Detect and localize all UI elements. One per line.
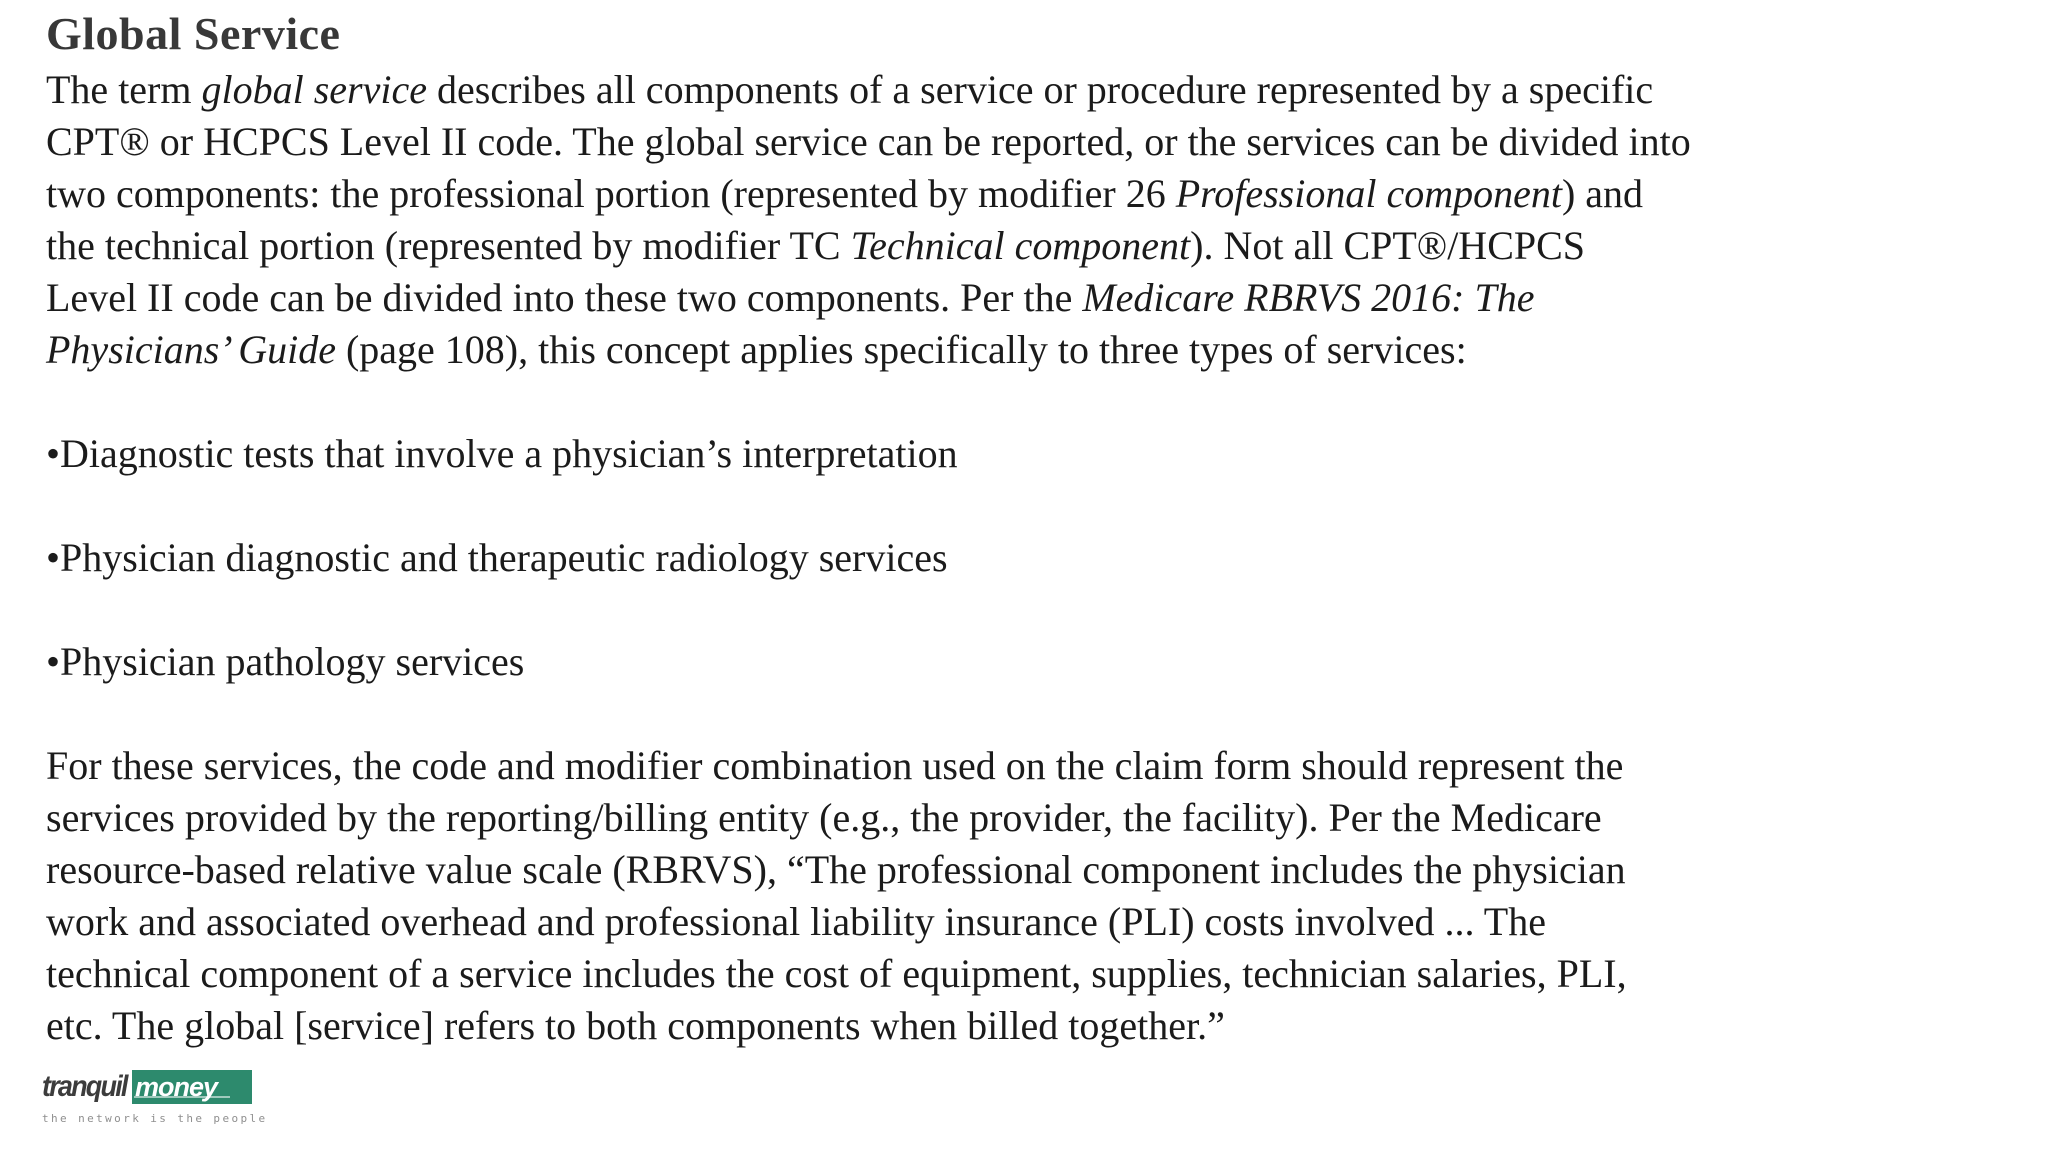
text-segment: (page 108), this concept applies specifically to three types of services:	[335, 327, 1467, 372]
text-line	[46, 792, 2006, 844]
text-segment: describes all components of a service or procedure represented by a specific	[427, 67, 1654, 112]
text-segment: resource-based relative value scale (RBRVS), “The professional component includes the physician	[46, 847, 1626, 892]
italic-text-segment: Physicians’ Guide	[46, 327, 336, 372]
text-line	[46, 220, 2006, 272]
text-line	[46, 324, 2006, 376]
text-line	[46, 844, 2006, 896]
text-segment: technical component of a service includes the cost of equipment, supplies, technician salaries, PLI,	[46, 951, 1627, 996]
bullet-list	[46, 428, 2006, 688]
text-line	[46, 272, 2006, 324]
text-line	[46, 740, 2006, 792]
text-segment: •Physician pathology services	[46, 639, 525, 684]
italic-text-segment: Professional component	[1175, 171, 1562, 216]
page-title: Global Service	[46, 8, 341, 59]
text-line	[46, 636, 2006, 688]
body-paragraph	[46, 740, 2006, 1052]
tranquilmoney-logo	[42, 1064, 268, 1125]
text-segment: two components: the professional portion (represented by modifier 26	[46, 171, 1176, 216]
text-segment: etc. The global [service] refers to both components when billed together.”	[46, 1003, 1225, 1048]
text-segment: CPT® or HCPCS Level II code. The global service can be reported, or the services can be divided into	[46, 119, 1691, 164]
logo-tagline: the network is the people	[42, 1112, 268, 1125]
text-segment: work and associated overhead and professional liability insurance (PLI) costs involved ... The	[46, 899, 1546, 944]
logo-wordmark	[42, 1064, 268, 1104]
document-page	[46, 6, 2006, 1052]
text-segment: For these services, the code and modifier combination used on the claim form should represent the	[46, 743, 1624, 788]
text-segment: the technical portion (represented by modifier TC	[46, 223, 851, 268]
text-line	[46, 948, 2006, 1000]
text-line	[46, 896, 2006, 948]
text-segment: ). Not all CPT®/HCPCS	[1190, 223, 1586, 268]
italic-text-segment: Technical component	[850, 223, 1191, 268]
text-line	[46, 116, 2006, 168]
text-segment: ) and	[1561, 171, 1644, 216]
text-segment: •Diagnostic tests that involve a physician’s interpretation	[46, 431, 958, 476]
logo-green-box	[132, 1070, 252, 1104]
text-segment: Level II code can be divided into these two components. Per the	[46, 275, 1083, 320]
italic-text-segment: global service	[201, 67, 427, 112]
logo-text-tranquil: tranquil	[42, 1070, 127, 1103]
text-segment: •Physician diagnostic and therapeutic radiology services	[46, 535, 948, 580]
text-line	[46, 532, 2006, 584]
text-line	[46, 168, 2006, 220]
logo-text-money: money	[135, 1072, 218, 1102]
text-segment: The term	[46, 67, 202, 112]
text-segment: services provided by the reporting/billing entity (e.g., the provider, the facility). Per the Medicare	[46, 795, 1602, 840]
text-line	[46, 1000, 2006, 1052]
text-line	[46, 428, 2006, 480]
text-line	[46, 64, 2006, 116]
intro-paragraph	[46, 64, 2006, 376]
italic-text-segment: Medicare RBRVS 2016: The	[1082, 275, 1535, 320]
